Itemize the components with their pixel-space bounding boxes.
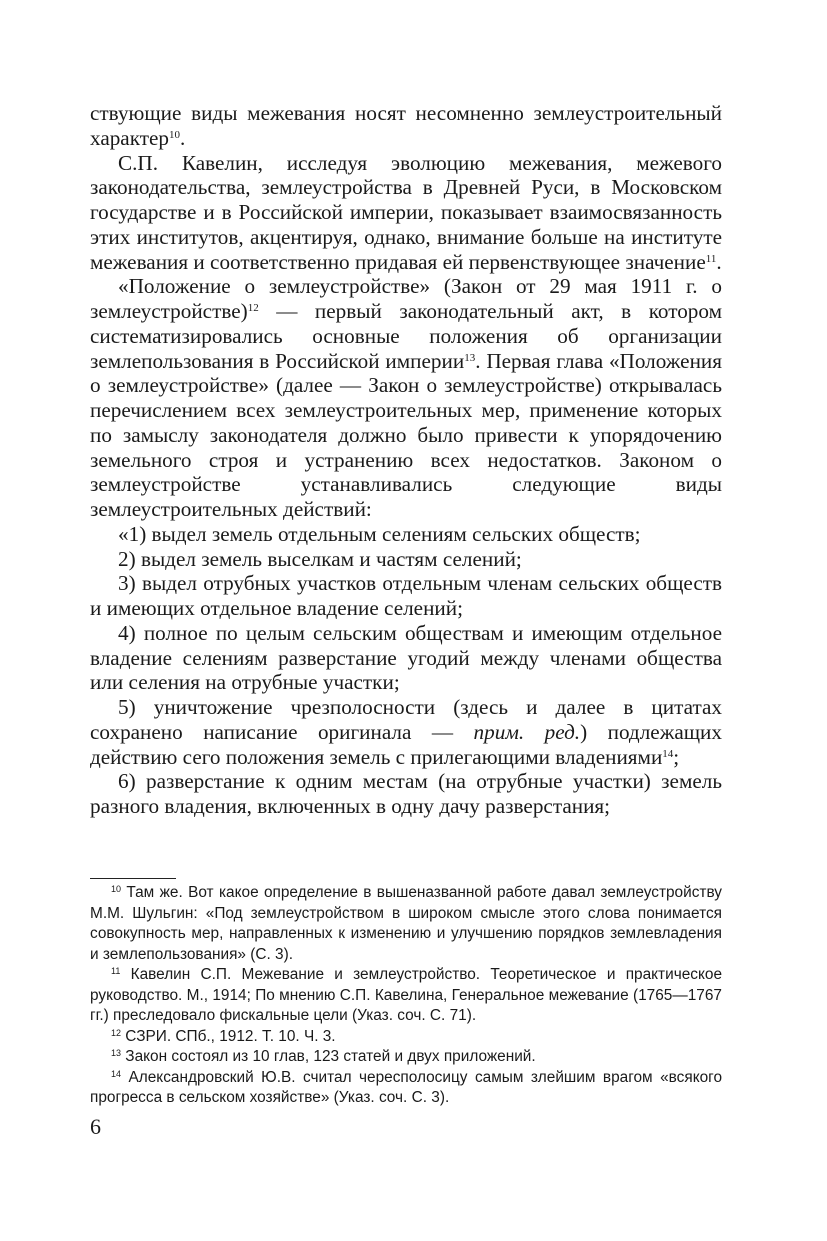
footnote-number: 13 (111, 1048, 122, 1059)
footnote (90, 1068, 722, 1109)
footnote-ref: 12 (247, 302, 259, 315)
footnote-separator (90, 878, 176, 879)
italic-text: прим. ред. (473, 719, 581, 744)
text-run: 3) выдел отрубных участков отдельным членам сельских обществ и имеющих отдельное владение селений; (90, 571, 722, 620)
paragraph (90, 101, 722, 151)
paragraph (90, 274, 722, 522)
paragraph (90, 621, 722, 695)
footnote-number: 12 (111, 1027, 122, 1038)
text-run: — первый законодательный акт, в котором систематизировались основные положения об организации землепользования в Российской империи (90, 299, 722, 373)
footnote-text: Закон состоял из 10 глав, 123 статей и двух приложений. (125, 1048, 536, 1065)
paragraph (90, 695, 722, 769)
footnote-ref: 10 (169, 128, 180, 141)
text-run: 2) выдел земель выселкам и частям селений; (118, 546, 522, 571)
text-run: . (716, 249, 722, 274)
main-text (90, 101, 722, 819)
text-run: ; (673, 744, 680, 769)
footnote-ref: 13 (464, 351, 476, 364)
paragraph (90, 547, 722, 572)
footnote-number: 11 (111, 966, 121, 977)
text-run: С.П. Кавелин, исследуя эволюцию межевания, межевого законодательства, землеустройства в Древней Руси, в Московском государстве и в Российской империи, показывает взаимосвязанность этих институтов, акцентируя, однако, внимание больше на институте межевания и соответственно придавая ей первенствующее значение (90, 150, 722, 274)
text-run: «1) выдел земель отдельным селениям сельских обществ; (118, 521, 641, 546)
text-run: 6) разверстание к одним местам (на отрубные участки) земель разного владения, включенных в одну дачу разверстания; (90, 769, 722, 818)
footnote (90, 1027, 722, 1048)
paragraph (90, 571, 722, 621)
text-run: 5) уничтожение чрезполосности (здесь и далее в цитатах сохранено написание оригинала — (90, 695, 722, 744)
paragraph (90, 769, 722, 819)
footnote-number: 14 (111, 1068, 122, 1079)
footnote-text: СЗРИ. СПб., 1912. Т. 10. Ч. 3. (125, 1027, 336, 1045)
footnotes (90, 883, 722, 1109)
text-run: «Положение о землеустройстве» (Закон от 29 мая 1911 г. о землеустройстве) (90, 274, 722, 323)
paragraph (90, 522, 722, 547)
footnote (90, 883, 722, 965)
text-run: . Первая глава «Положения о землеустройстве» (далее — Закон о землеустройстве) открывалась перечислением всех землеустроительных мер, применение которых по замыслу законодателя должно было привести к упорядочению земельного строя и устранению всех недостатков. Законом о землеустройстве устанавливались следующие виды землеустроительных действий: (90, 348, 722, 521)
footnote (90, 1047, 722, 1068)
text-run: ствующие виды межевания носят несомненно землеустроительный характер (90, 101, 722, 150)
text-run: ) подлежащих действию сего положения земель с прилегающими владениями (90, 719, 722, 769)
footnote-text: Там же. Вот какое определение в вышеназванной работе давал землеустройству М.М. Шульгин: «Под землеустройством в широком смысле этого слова понимается совокупность мер, направленных к изменению и улучшению порядков землевладения и землепользования» (С. 3). (90, 884, 722, 963)
footnote-text: Кавелин С.П. Межевание и землеустройство. Теоретическое и практическое руководство. М., 1914; По мнению С.П. Кавелина, Генеральное межевание (1765—1767 гг.) преследовало фискальные цели (Указ. соч. С. 71). (90, 966, 723, 1024)
footnote-ref: 11 (705, 252, 717, 265)
footnote (90, 965, 722, 1027)
text-run: . (180, 125, 186, 150)
footnote-number: 10 (111, 884, 122, 895)
text-run: 4) полное по целым сельским обществам и имеющим отдельное владение селениям разверстание угодий между членами общества или селения на отрубные участки; (90, 620, 722, 695)
footnote-text: Александровский Ю.В. считал чересполосицу самым злейшим врагом «всякого прогресса в сельском хозяйстве» (Указ. соч. С. 3). (90, 1068, 723, 1106)
paragraph (90, 151, 722, 275)
page-number: 6 (90, 1114, 101, 1139)
footnote-ref: 14 (662, 747, 674, 760)
